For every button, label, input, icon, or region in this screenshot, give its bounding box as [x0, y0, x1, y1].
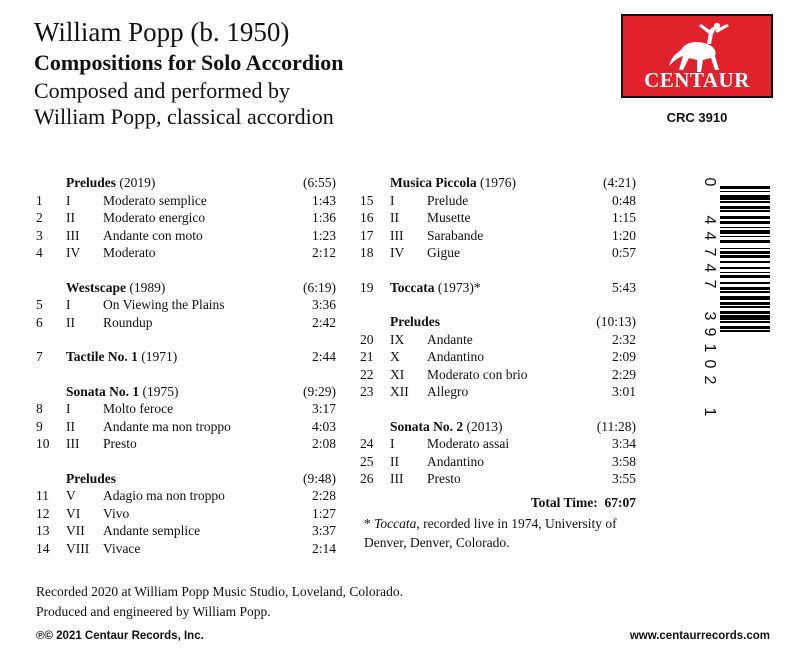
track-number: 13: [36, 523, 50, 538]
barcode-bar: [720, 267, 770, 269]
barcode-digit: 7: [701, 279, 718, 289]
movement-numeral: I: [66, 192, 71, 208]
barcode-bar: [720, 227, 770, 229]
track-title: Musette: [427, 210, 471, 225]
logo-text: CENTAUR: [644, 68, 750, 92]
work-title: Sonata No. 2: [390, 418, 464, 434]
track-duration: 1:23: [311, 227, 336, 243]
track-title: Presto: [427, 471, 461, 486]
track-row: [36, 209, 336, 227]
track-title: Andantino: [427, 349, 484, 364]
track-title: Sarabande: [427, 227, 484, 243]
movement-numeral: I: [390, 192, 395, 208]
barcode-bar: [720, 251, 770, 254]
track-row: [36, 192, 336, 210]
barcode-digit: 0: [701, 177, 718, 187]
footnote-work: Toccata: [374, 515, 417, 531]
subtitle-line-1: Composed and performed by: [34, 78, 290, 103]
track-number: 14: [36, 540, 50, 556]
footnote: * Toccata, recorded live in 1974, University of Denver, Denver, Colorado.: [364, 515, 617, 550]
track-title: Roundup: [103, 314, 153, 330]
track-title: Vivace: [103, 540, 141, 556]
track-duration: 2:09: [611, 349, 636, 364]
movement-numeral: VII: [66, 523, 85, 538]
subtitle-line-2: William Popp, classical accordion: [34, 104, 334, 129]
barcode-bar: [720, 221, 770, 224]
production-credit: Produced and engineered by William Popp.: [36, 604, 271, 619]
composer-title: William Popp (b. 1950): [34, 17, 290, 47]
website-link[interactable]: www.centaurrecords.com: [629, 630, 770, 642]
movement-numeral: XI: [390, 366, 405, 382]
movement-numeral: III: [66, 227, 80, 243]
movement-numeral: I: [66, 401, 71, 416]
track-list-right: [360, 174, 636, 552]
work-title: Toccata: [390, 279, 435, 295]
barcode-digit: 2: [701, 375, 718, 385]
barcode-bar: [720, 275, 770, 278]
track-duration: 5:43: [611, 279, 636, 295]
copyright: ℗© 2021 Centaur Records, Inc.: [36, 630, 204, 642]
work-title: Sonata No. 1: [66, 383, 140, 399]
barcode-bar: [720, 326, 770, 329]
track-title: Andante ma non troppo: [103, 418, 231, 434]
barcode-bar: [720, 240, 770, 243]
section-heading: [36, 174, 336, 192]
barcode-bar: [720, 296, 770, 301]
track-duration: 3:58: [611, 453, 636, 469]
barcode-bar: [720, 261, 770, 263]
track-row: [36, 244, 336, 262]
track-duration: 1:27: [311, 505, 336, 521]
work-title: Westscape: [66, 279, 126, 295]
movement-numeral: XII: [390, 384, 409, 399]
track-row: [36, 314, 336, 332]
track-row: [36, 435, 336, 453]
track-duration: 2:14: [311, 540, 336, 556]
track-number: 6: [36, 314, 43, 330]
barcode-bar: [720, 210, 770, 212]
track-number: 15: [360, 192, 374, 208]
section-heading: [36, 470, 336, 488]
track-list-left: [36, 174, 336, 557]
barcode: [700, 174, 770, 420]
barcode-digit: 9: [701, 327, 718, 337]
track-duration: 2:08: [311, 436, 336, 451]
track-duration: 2:29: [611, 366, 636, 382]
track-number: 10: [36, 436, 50, 451]
movement-numeral: II: [390, 453, 399, 469]
centaur-icon: [663, 20, 733, 74]
barcode-bar: [720, 291, 770, 293]
track-duration: 1:36: [311, 210, 336, 225]
movement-numeral: III: [390, 471, 404, 486]
work-year: (2019): [119, 175, 156, 190]
track-row: [36, 227, 336, 245]
work-duration: (4:21): [603, 175, 636, 190]
recording-credit: Recorded 2020 at William Popp Music Studio, Loveland, Colorado.: [36, 584, 404, 599]
track-row: [36, 487, 336, 505]
track-duration: 3:17: [311, 401, 336, 416]
track-duration: 3:01: [611, 384, 636, 399]
barcode-digit: 4: [701, 263, 718, 273]
track-number: 24: [360, 436, 374, 451]
barcode-digit: 4: [701, 231, 718, 241]
track-row: [360, 279, 636, 297]
track-row: [360, 209, 636, 227]
track-row: [36, 522, 336, 540]
track-number: 5: [36, 297, 43, 312]
track-number: 25: [360, 453, 374, 469]
work-duration: (6:55): [303, 175, 336, 190]
barcode-bar: [720, 216, 770, 219]
track-title: Molto feroce: [103, 401, 174, 416]
barcode-bar: [720, 195, 770, 200]
barcode-bar: [720, 248, 770, 250]
movement-numeral: II: [390, 210, 399, 225]
barcode-bar: [720, 206, 770, 209]
track-row: [360, 331, 636, 349]
barcode-bar: [720, 191, 770, 193]
track-number: 22: [360, 366, 374, 382]
work-year: (2013): [466, 418, 503, 434]
barcode-digit: 7: [701, 247, 718, 257]
track-row: [360, 244, 636, 262]
movement-numeral: III: [66, 436, 80, 451]
work-title: Preludes: [66, 470, 116, 486]
movement-numeral: IV: [66, 245, 81, 260]
work-year: (1973)*: [437, 279, 481, 295]
track-row: [360, 435, 636, 453]
barcode-bar: [720, 230, 770, 235]
movement-numeral: I: [66, 297, 71, 312]
section-heading: [36, 383, 336, 401]
track-row: [36, 540, 336, 558]
track-number: 26: [360, 471, 374, 486]
barcode-bar: [720, 287, 770, 290]
work-year: (1971): [141, 349, 178, 364]
track-duration: 3:34: [611, 436, 636, 451]
barcode-digit: 3: [701, 311, 718, 321]
track-title: Presto: [103, 436, 137, 451]
track-number: 12: [36, 505, 50, 521]
track-number: 8: [36, 401, 43, 416]
barcode-bar: [720, 255, 770, 258]
barcode-bar: [720, 201, 770, 203]
movement-numeral: VIII: [66, 540, 90, 556]
track-title: Moderato con brio: [427, 366, 528, 382]
total-time-value: 67:07: [604, 494, 636, 510]
track-duration: 4:03: [311, 418, 336, 434]
track-title: Prelude: [427, 192, 469, 208]
work-title: Preludes: [390, 314, 440, 329]
movement-numeral: V: [66, 488, 76, 503]
track-duration: 3:55: [611, 471, 636, 486]
track-duration: 3:36: [311, 297, 336, 312]
track-duration: 1:20: [611, 227, 636, 243]
track-title: Moderato semplice: [103, 192, 207, 208]
work-duration: (11:28): [596, 418, 636, 434]
track-row: [360, 192, 636, 210]
work-year: (1976): [479, 175, 516, 190]
movement-numeral: VI: [66, 505, 81, 521]
track-number: 20: [360, 331, 374, 347]
work-duration: (6:19): [303, 279, 336, 295]
barcode-bar: [720, 272, 770, 274]
track-row: [360, 366, 636, 384]
movement-numeral: IV: [390, 245, 405, 260]
track-number: 9: [36, 418, 43, 434]
movement-numeral: II: [66, 210, 75, 225]
track-number: 23: [360, 384, 374, 399]
track-row: [36, 400, 336, 418]
track-number: 21: [360, 349, 374, 364]
work-duration: (9:48): [303, 470, 336, 486]
total-time: [360, 492, 636, 514]
section-heading: [360, 313, 636, 331]
track-row: [360, 470, 636, 488]
catalog-number: CRC 3910: [666, 110, 728, 125]
movement-numeral: III: [390, 227, 404, 243]
track-duration: 2:32: [611, 331, 636, 347]
section-heading: [360, 174, 636, 192]
barcode-bar: [720, 302, 770, 305]
movement-numeral: II: [66, 418, 75, 434]
track-duration: 0:48: [611, 192, 636, 208]
track-title: On Viewing the Plains: [103, 297, 225, 312]
track-title: Andante con moto: [103, 227, 203, 243]
track-duration: 2:28: [311, 488, 336, 503]
work-duration: (10:13): [596, 314, 636, 329]
track-title: Andante: [427, 331, 473, 347]
section-heading: [360, 418, 636, 436]
track-row: [36, 296, 336, 314]
track-title: Moderato energico: [103, 210, 206, 225]
barcode-bar: [720, 311, 770, 314]
centaur-logo: [621, 14, 773, 98]
work-duration: (9:29): [303, 383, 336, 399]
track-number: 7: [36, 349, 43, 364]
track-duration: 3:37: [311, 523, 336, 538]
movement-numeral: I: [390, 436, 395, 451]
track-number: 2: [36, 210, 43, 225]
track-title: Gigue: [427, 245, 460, 260]
track-duration: 0:57: [611, 245, 636, 260]
total-time-label: Total Time:: [530, 494, 598, 510]
barcode-digit: 0: [701, 359, 718, 369]
track-number: 18: [360, 245, 374, 260]
barcode-digit: 1: [701, 407, 718, 417]
track-duration: 2:44: [311, 349, 336, 364]
track-title: Moderato assai: [427, 436, 510, 451]
barcode-bar: [720, 236, 770, 238]
track-title: Andante semplice: [103, 523, 201, 538]
track-row: [36, 348, 336, 366]
track-row: [36, 418, 336, 436]
album-header: [34, 16, 594, 130]
work-title: Tactile No. 1: [66, 349, 138, 364]
track-number: 1: [36, 192, 43, 208]
barcode-bars: [720, 186, 770, 408]
barcode-bar: [720, 330, 770, 332]
track-title: Andantino: [427, 453, 484, 469]
track-title: Adagio ma non troppo: [103, 488, 225, 503]
track-row: [360, 453, 636, 471]
work-year: (1975): [142, 383, 179, 399]
work-title: Preludes: [66, 175, 116, 190]
track-duration: 1:15: [611, 210, 636, 225]
work-title: Musica Piccola: [390, 175, 477, 190]
track-number: 16: [360, 210, 374, 225]
footnote-line-2: Denver, Denver, Colorado.: [364, 534, 510, 550]
track-row: [360, 227, 636, 245]
credits: [36, 582, 403, 622]
barcode-digit: 4: [701, 215, 718, 225]
track-number: 3: [36, 227, 43, 243]
track-title: Moderato: [103, 245, 156, 260]
work-year: (1989): [129, 279, 166, 295]
track-row: [360, 383, 636, 401]
movement-numeral: II: [66, 314, 75, 330]
barcode-bar: [720, 321, 770, 323]
movement-numeral: IX: [390, 331, 405, 347]
track-row: [360, 348, 636, 366]
track-number: 19: [360, 279, 374, 295]
barcode-bar: [720, 315, 770, 320]
track-number: 4: [36, 245, 43, 260]
barcode-bar: [720, 186, 770, 189]
barcode-digit: 1: [701, 343, 718, 353]
barcode-bar: [720, 306, 770, 308]
track-title: Allegro: [427, 384, 469, 399]
track-number: 17: [360, 227, 374, 243]
barcode-digits: [700, 174, 718, 420]
movement-numeral: X: [390, 349, 400, 364]
track-duration: 2:12: [311, 245, 336, 260]
track-duration: 2:42: [311, 314, 336, 330]
section-heading: [36, 279, 336, 297]
track-number: 11: [36, 488, 49, 503]
track-duration: 1:43: [311, 192, 336, 208]
track-title: Vivo: [103, 505, 130, 521]
track-row: [36, 505, 336, 523]
album-title: Compositions for Solo Accordion: [34, 50, 344, 75]
barcode-bar: [720, 282, 770, 284]
